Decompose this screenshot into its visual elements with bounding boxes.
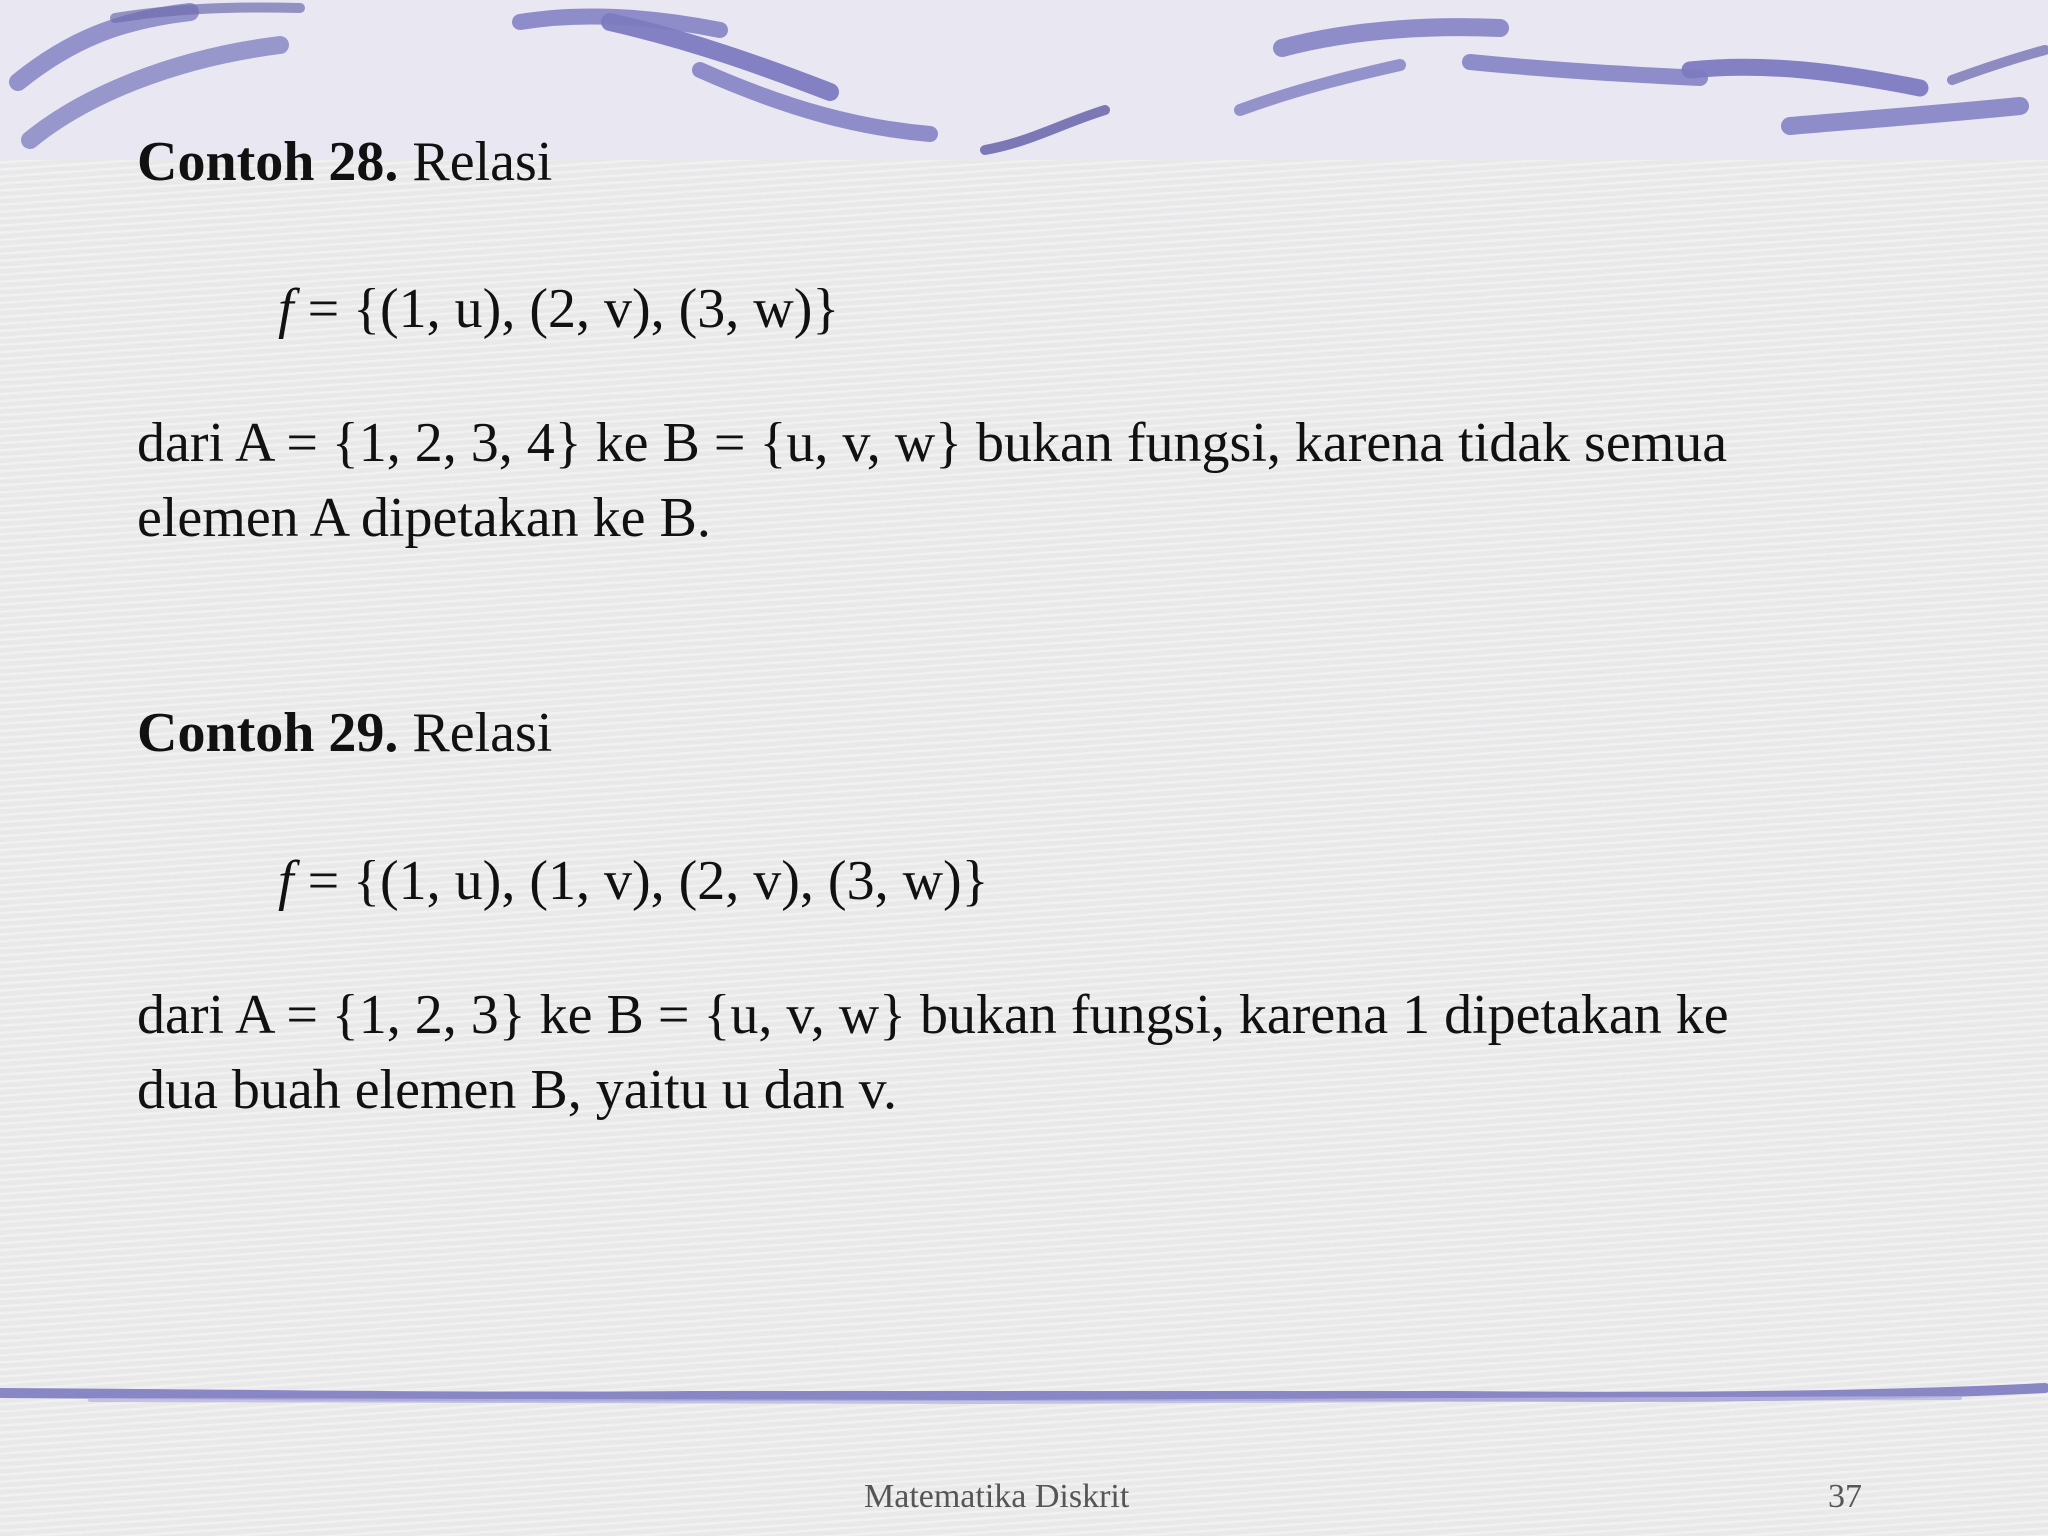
- example-28-set-text: = {(1, u), (2, v), (3, w)}: [293, 278, 840, 340]
- footer-page-number: 37: [1828, 1478, 1862, 1515]
- example-29-function-symbol: f: [278, 850, 294, 912]
- example-28-relasi-word: Relasi: [398, 131, 553, 193]
- example-29-paragraph-line-2: dua buah elemen B, yaitu u dan v.: [137, 1059, 897, 1121]
- example-29-label: Contoh 29.: [137, 702, 399, 764]
- example-28-paragraph-line-1: dari A = {1, 2, 3, 4} ke B = {u, v, w} bukan fungsi, karena tidak semua: [137, 412, 1728, 474]
- example-29-paragraph-line-1: dari A = {1, 2, 3} ke B = {u, v, w} bukan fungsi, karena 1 dipetakan ke: [137, 984, 1729, 1046]
- example-29-heading: [137, 702, 553, 764]
- example-28-set-line: [278, 278, 840, 340]
- example-28-heading: [137, 131, 553, 193]
- example-29-set-text: = {(1, u), (1, v), (2, v), (3, w)}: [293, 850, 989, 912]
- example-28-label: Contoh 28.: [137, 131, 399, 193]
- example-29-relasi-word: Relasi: [398, 702, 553, 764]
- example-28-paragraph-line-2: elemen A dipetakan ke B.: [137, 487, 711, 549]
- example-28-function-symbol: f: [278, 278, 294, 340]
- example-29-set-line: [278, 850, 989, 912]
- footer-title: Matematika Diskrit: [864, 1478, 1130, 1515]
